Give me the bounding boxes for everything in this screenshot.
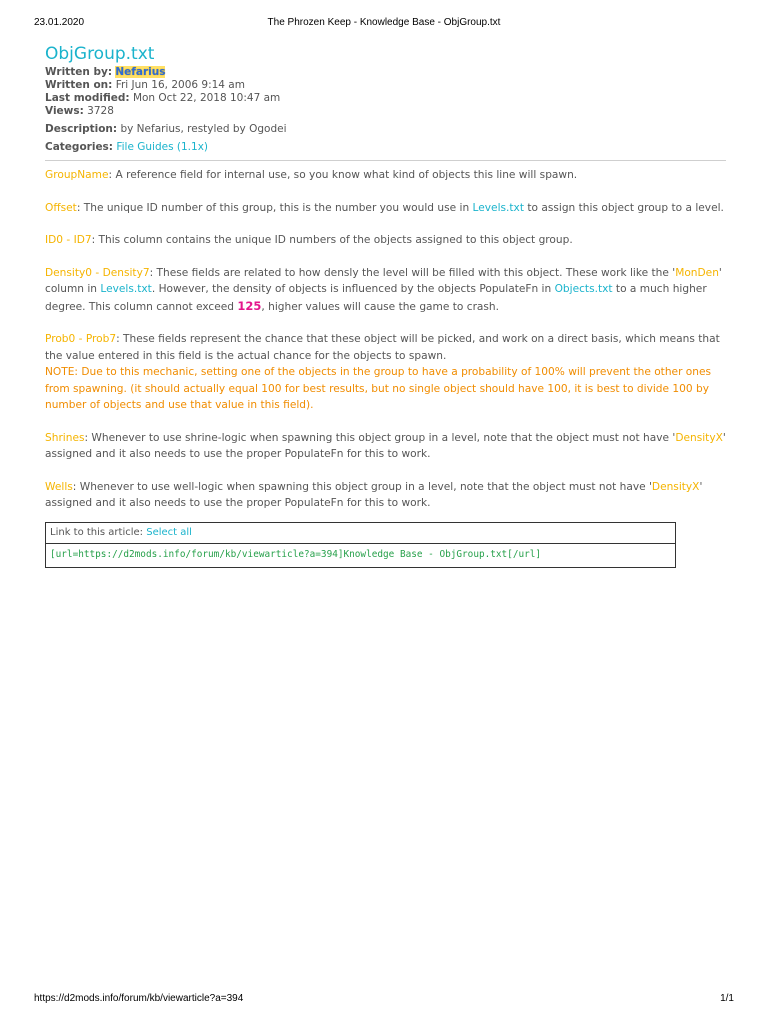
field-text: ' assigned and it also needs to use the proper PopulateFn for this to work. xyxy=(45,480,703,509)
monden-highlight: MonDen xyxy=(675,266,719,279)
link-box-label: Link to this article: xyxy=(50,526,147,538)
page-number: 1/1 xyxy=(720,993,734,1004)
entry-offset xyxy=(45,200,726,217)
bbcode-snippet[interactable]: [url=https://d2mods.info/forum/kb/viewarticle?a=394]Knowledge Base - ObjGroup.txt[/url] xyxy=(50,548,542,560)
author-link[interactable]: Nefarius xyxy=(115,66,166,78)
description-row xyxy=(45,123,726,136)
entry-wells xyxy=(45,479,726,512)
print-title: The Phrozen Keep - Knowledge Base - ObjGroup.txt xyxy=(267,17,501,28)
entry-shrines xyxy=(45,430,726,463)
field-text: : The unique ID number of this group, this is the number you would use in xyxy=(76,201,473,214)
written-on-row xyxy=(45,79,726,92)
field-name: Density0 - Density7 xyxy=(45,266,150,279)
description-value: by Nefarius, restyled by Ogodei xyxy=(120,123,287,135)
densityx-highlight: DensityX xyxy=(651,480,700,493)
written-by-label: Written by: xyxy=(45,66,113,78)
prob-note: NOTE: Due to this mechanic, setting one of the objects in the group to have a probability of 100% will prevent the other ones from spawning. (it should actually equal 100 for best results, but no single object should have 100, it is best to divide 100 by number of objects and use that value in this field). xyxy=(45,366,712,411)
print-date: 23.01.2020 xyxy=(34,17,85,28)
field-name: GroupName xyxy=(45,169,109,181)
field-text: ' assigned and it also needs to use the proper PopulateFn for this to work. xyxy=(45,431,726,460)
print-header xyxy=(34,17,734,31)
views-value: 3728 xyxy=(87,105,114,117)
field-name: Shrines xyxy=(45,431,85,444)
levels-txt-link[interactable]: Levels.txt xyxy=(100,283,152,295)
category-link[interactable]: File Guides (1.1x) xyxy=(116,141,209,153)
link-box-header xyxy=(46,523,675,544)
article-title: ObjGroup.txt xyxy=(45,44,155,64)
print-footer xyxy=(34,993,734,1007)
field-text: : These fields are related to how densly the level will be filled with this object. These work like the ' xyxy=(149,266,676,279)
field-text: . However, the density of objects is influenced by the objects PopulateFn in xyxy=(151,283,555,295)
field-text: to a much higher degree. This column cannot exceed xyxy=(45,283,707,313)
divider xyxy=(45,160,726,161)
entry-id xyxy=(45,232,726,249)
written-by-row xyxy=(45,66,726,79)
max-density-value: 125 xyxy=(237,298,262,313)
written-on-value: Fri Jun 16, 2006 9:14 am xyxy=(115,79,245,91)
field-name: Wells xyxy=(45,480,73,493)
entry-density xyxy=(45,265,726,316)
field-text: : Whenever to use shrine-logic when spawning this object group in a level, note that the object must not have ' xyxy=(84,431,676,444)
last-modified-label: Last modified: xyxy=(45,92,130,104)
article-meta xyxy=(45,66,726,154)
field-text: ' column in xyxy=(45,266,722,295)
categories-row xyxy=(45,141,726,154)
field-name: Prob0 - Prob7 xyxy=(45,333,117,345)
last-modified-row xyxy=(45,92,726,105)
field-text: to assign this object group to a level. xyxy=(523,201,724,214)
article-content xyxy=(45,44,726,568)
field-name: Offset xyxy=(45,201,77,214)
field-text: : Whenever to use well-logic when spawning this object group in a level, note that the object must not have ' xyxy=(72,480,652,493)
field-text: : A reference field for internal use, so you know what kind of objects this line will spawn. xyxy=(108,169,578,181)
field-name: ID0 - ID7 xyxy=(45,234,92,246)
views-row xyxy=(45,105,726,118)
field-text: : These fields represent the chance that these object will be picked, and work on a direct basis, which means that the value entered in this field is the actual chance for the objects to spawn. xyxy=(45,333,720,362)
select-all-link[interactable]: Select all xyxy=(146,526,192,538)
last-modified-value: Mon Oct 22, 2018 10:47 am xyxy=(132,92,281,104)
levels-txt-link[interactable]: Levels.txt xyxy=(472,201,524,214)
categories-label: Categories: xyxy=(45,141,114,153)
entry-prob xyxy=(45,331,726,414)
field-text: , higher values will cause the game to crash. xyxy=(261,300,500,313)
entry-groupname xyxy=(45,167,726,184)
densityx-highlight: DensityX xyxy=(675,431,723,444)
article-link-box xyxy=(45,522,676,568)
written-on-label: Written on: xyxy=(45,79,113,91)
description-label: Description: xyxy=(45,123,118,135)
print-url: https://d2mods.info/forum/kb/viewarticle?a=394 xyxy=(34,993,244,1004)
objects-txt-link[interactable]: Objects.txt xyxy=(554,283,613,295)
field-text: : This column contains the unique ID numbers of the objects assigned to this object group. xyxy=(91,234,573,246)
views-label: Views: xyxy=(45,105,84,117)
